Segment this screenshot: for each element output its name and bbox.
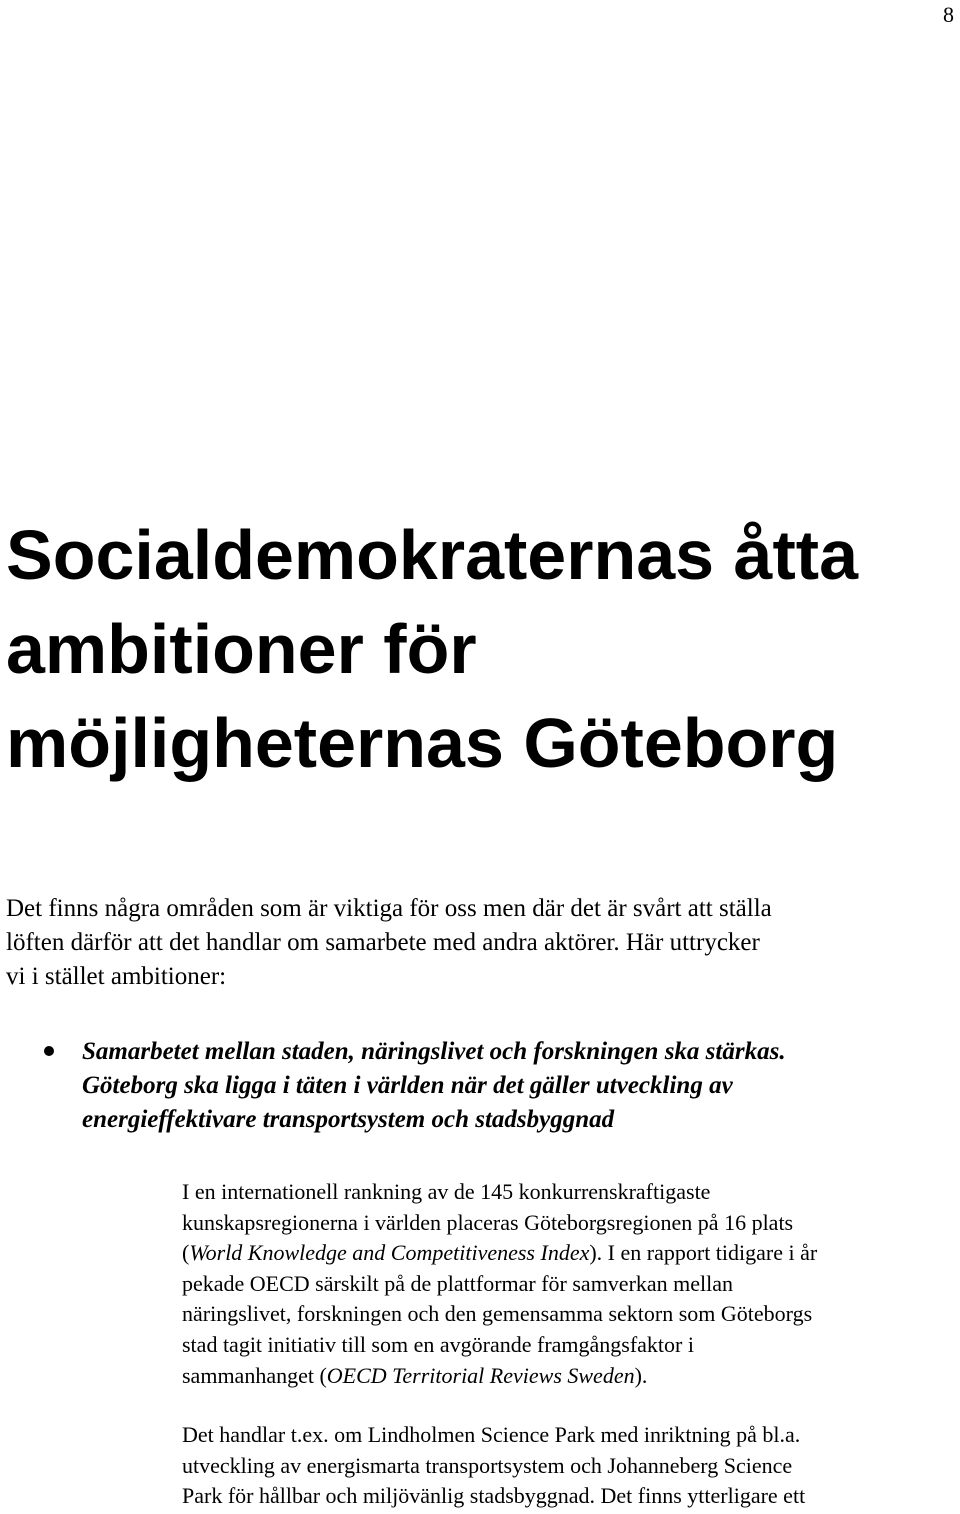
text-run: sammanhanget ( — [182, 1362, 327, 1388]
body-line: näringslivet, forskningen och den gemensamma sektorn som Göteborgs — [182, 1301, 813, 1327]
ambition-line: Göteborg ska ligga i täten i världen när det gäller utveckling av — [82, 1072, 733, 1099]
oecd-citation: OECD Territorial Reviews Sweden — [326, 1362, 635, 1388]
body-line: I en internationell rankning av de 145 konkurrenskraftigaste — [182, 1179, 711, 1204]
intro-line: Det finns några områden som är viktiga för oss men där det är svårt att ställa — [6, 895, 772, 922]
intro-paragraph — [6, 892, 956, 994]
bullet-dot-icon — [44, 1046, 54, 1056]
intro-line: vi i stället ambitioner: — [6, 963, 227, 990]
body-line — [182, 1238, 952, 1269]
title-line: ambitioner för — [6, 610, 477, 688]
body-line: stad tagit initiativ till som en avgörande framgångsfaktor i — [182, 1331, 694, 1357]
title-line: möjligheternas Göteborg — [6, 704, 839, 782]
body-paragraph-ranking — [182, 1177, 952, 1391]
title-line: Socialdemokraternas åtta — [6, 516, 859, 594]
intro-line: löften därför att det handlar om samarbete med andra aktörer. Här uttrycker — [6, 929, 760, 956]
page-number: 8 — [943, 2, 954, 27]
ambition-list-item — [0, 1035, 960, 1137]
ambition-line: Samarbetet mellan staden, näringslivet och forskningen ska stärkas. — [82, 1038, 786, 1065]
text-run: ( — [182, 1240, 190, 1266]
text-run: ). I en rapport tidigare i år — [589, 1240, 818, 1266]
body-line: pekade OECD särskilt på de plattformar för samverkan mellan — [182, 1270, 734, 1296]
ambition-list — [0, 1035, 960, 1137]
body-line: kunskapsregionerna i världen placeras Göteborgsregionen på 16 plats — [182, 1209, 794, 1235]
body-line: Park för hållbar och miljövänlig stadsbyggnad. Det finns ytterligare ett — [182, 1483, 806, 1509]
body-line: Det handlar t.ex. om Lindholmen Science Park med inriktning på bl.a. — [182, 1422, 801, 1447]
ambition-line: energieffektivare transportsystem och stadsbyggnad — [82, 1106, 615, 1133]
ambition-text — [82, 1035, 960, 1137]
body-line: utveckling av energismarta transportsystem och Johanneberg Science — [182, 1452, 793, 1478]
text-run: ). — [634, 1362, 648, 1388]
index-citation: World Knowledge and Competitiveness Index — [189, 1240, 590, 1266]
body-line — [182, 1361, 952, 1392]
body-paragraph-science-parks — [182, 1420, 952, 1512]
page-title — [6, 508, 946, 790]
